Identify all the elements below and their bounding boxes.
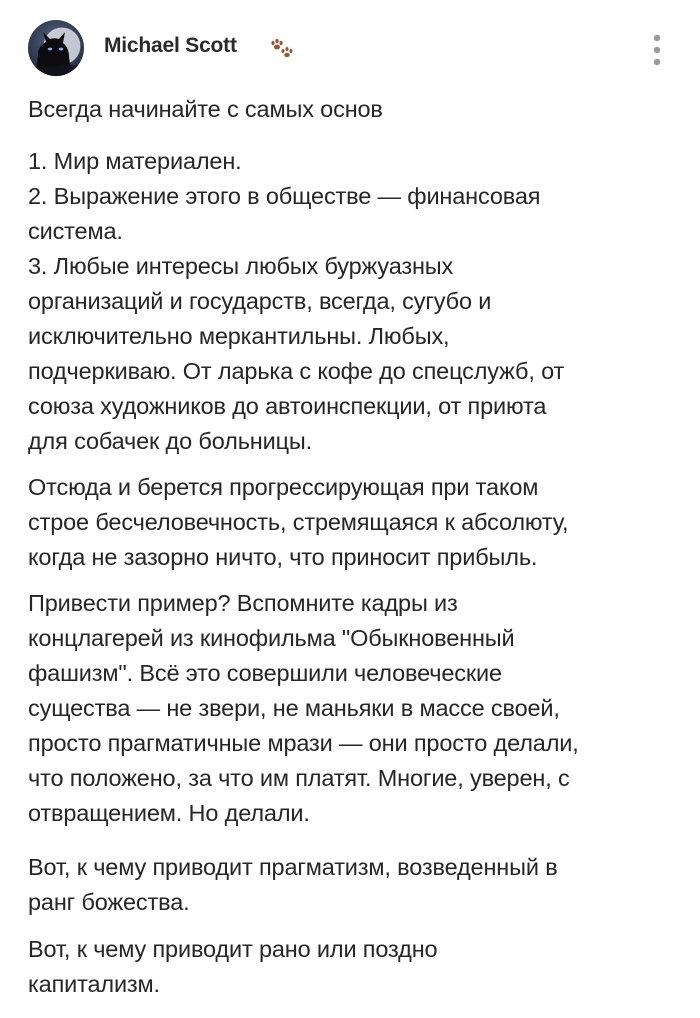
author-avatar[interactable] <box>28 20 84 76</box>
post-paragraph <box>28 586 579 831</box>
post-line: 1. Мир материален. <box>28 148 242 174</box>
post-line: отвращением. Но делали. <box>28 800 310 826</box>
post-line: существа — не звери, не маньяки в массе своей, <box>28 695 560 721</box>
author-name[interactable]: Michael Scott <box>104 34 237 57</box>
post-paragraph <box>28 932 437 1002</box>
post-line: исключительно меркантильны. Любых, <box>28 323 450 349</box>
post-paragraph <box>28 144 564 459</box>
post-line: 3. Любые интересы любых буржуазных <box>28 253 454 279</box>
more-vertical-icon <box>652 33 662 67</box>
post-line: когда не зазорно ничто, что приносит прибыль. <box>28 544 538 570</box>
more-options-button[interactable] <box>644 30 670 70</box>
post-line: что положено, за что им платят. Многие, уверен, с <box>28 765 570 791</box>
post-line: система. <box>28 218 123 244</box>
post-line: подчеркиваю. От ларька с кофе до спецслужб, от <box>28 358 565 384</box>
post-line: Привести пример? Вспомните кадры из <box>28 590 458 616</box>
post-paragraph <box>28 470 568 575</box>
paw-prints-icon <box>268 38 294 60</box>
post-line: капитализм. <box>28 971 160 997</box>
post-line: просто прагматичные мрази — они просто делали, <box>28 730 579 756</box>
post-line: фашизм". Всё это совершили человеческие <box>28 660 502 686</box>
post-line: концлагерей из кинофильма "Обыкновенный <box>28 625 515 651</box>
post-line: союза художников до автоинспекции, от приюта <box>28 393 547 419</box>
post-paragraph <box>28 850 558 920</box>
post-line: ранг божества. <box>28 889 190 915</box>
post-line: Всегда начинайте с самых основ <box>28 96 383 122</box>
post-line: строе бесчеловечность, стремящаяся к абсолюту, <box>28 509 569 535</box>
black-cat-moon-avatar-icon <box>28 20 84 76</box>
post-line: Вот, к чему приводит прагматизм, возведенный в <box>28 854 558 880</box>
post-line: организаций и государств, всегда, сугубо и <box>28 288 492 314</box>
post-line: Вот, к чему приводит рано или поздно <box>28 936 438 962</box>
post-line: 2. Выражение этого в обществе — финансовая <box>28 183 541 209</box>
post-header <box>0 0 700 92</box>
post-line: для собачек до больницы. <box>28 428 313 454</box>
post-line: Отсюда и берется прогрессирующая при таком <box>28 474 539 500</box>
post-paragraph <box>28 92 383 127</box>
